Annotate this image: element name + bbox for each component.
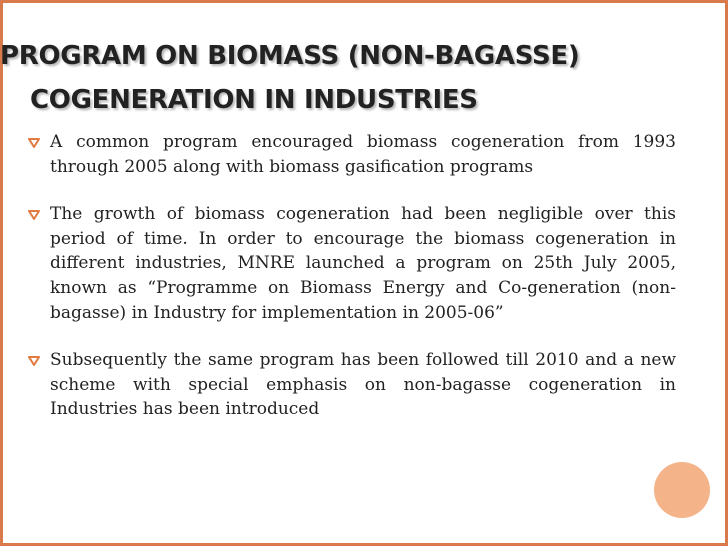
slide-title-line-1: PROGRAM ON BIOMASS (NON-BAGASSE): [0, 41, 580, 71]
chevron-bullet-icon: [28, 209, 40, 221]
slide-title-line-2: COGENERATION IN INDUSTRIES: [30, 85, 478, 115]
bullet-item-2: [28, 202, 676, 325]
bullet-list: [28, 130, 676, 445]
circle-nav-icon[interactable]: [654, 462, 710, 518]
bullet-text: Subsequently the same program has been followed till 2010 and a new scheme with special emphasis on non-bagasse cogeneration in Industries has been introduced: [50, 350, 676, 420]
bullet-item-3: [28, 348, 676, 422]
bullet-item-1: [28, 130, 676, 179]
bullet-text: The growth of biomass cogeneration had been negligible over this period of time. In order to encourage the biomass cogeneration in different industries, MNRE launched a program on 25th July 2005, known as “Programme on Biomass Energy and Co-generation (non-bagasse) in Industry for implementation in 2005-06”: [50, 204, 676, 323]
bullet-text: A common program encouraged biomass cogeneration from 1993 through 2005 along with biomass gasification programs: [50, 132, 676, 177]
chevron-bullet-icon: [28, 355, 40, 367]
chevron-bullet-icon: [28, 137, 40, 149]
slide-frame-top: [0, 0, 728, 3]
slide-title: [0, 34, 720, 122]
